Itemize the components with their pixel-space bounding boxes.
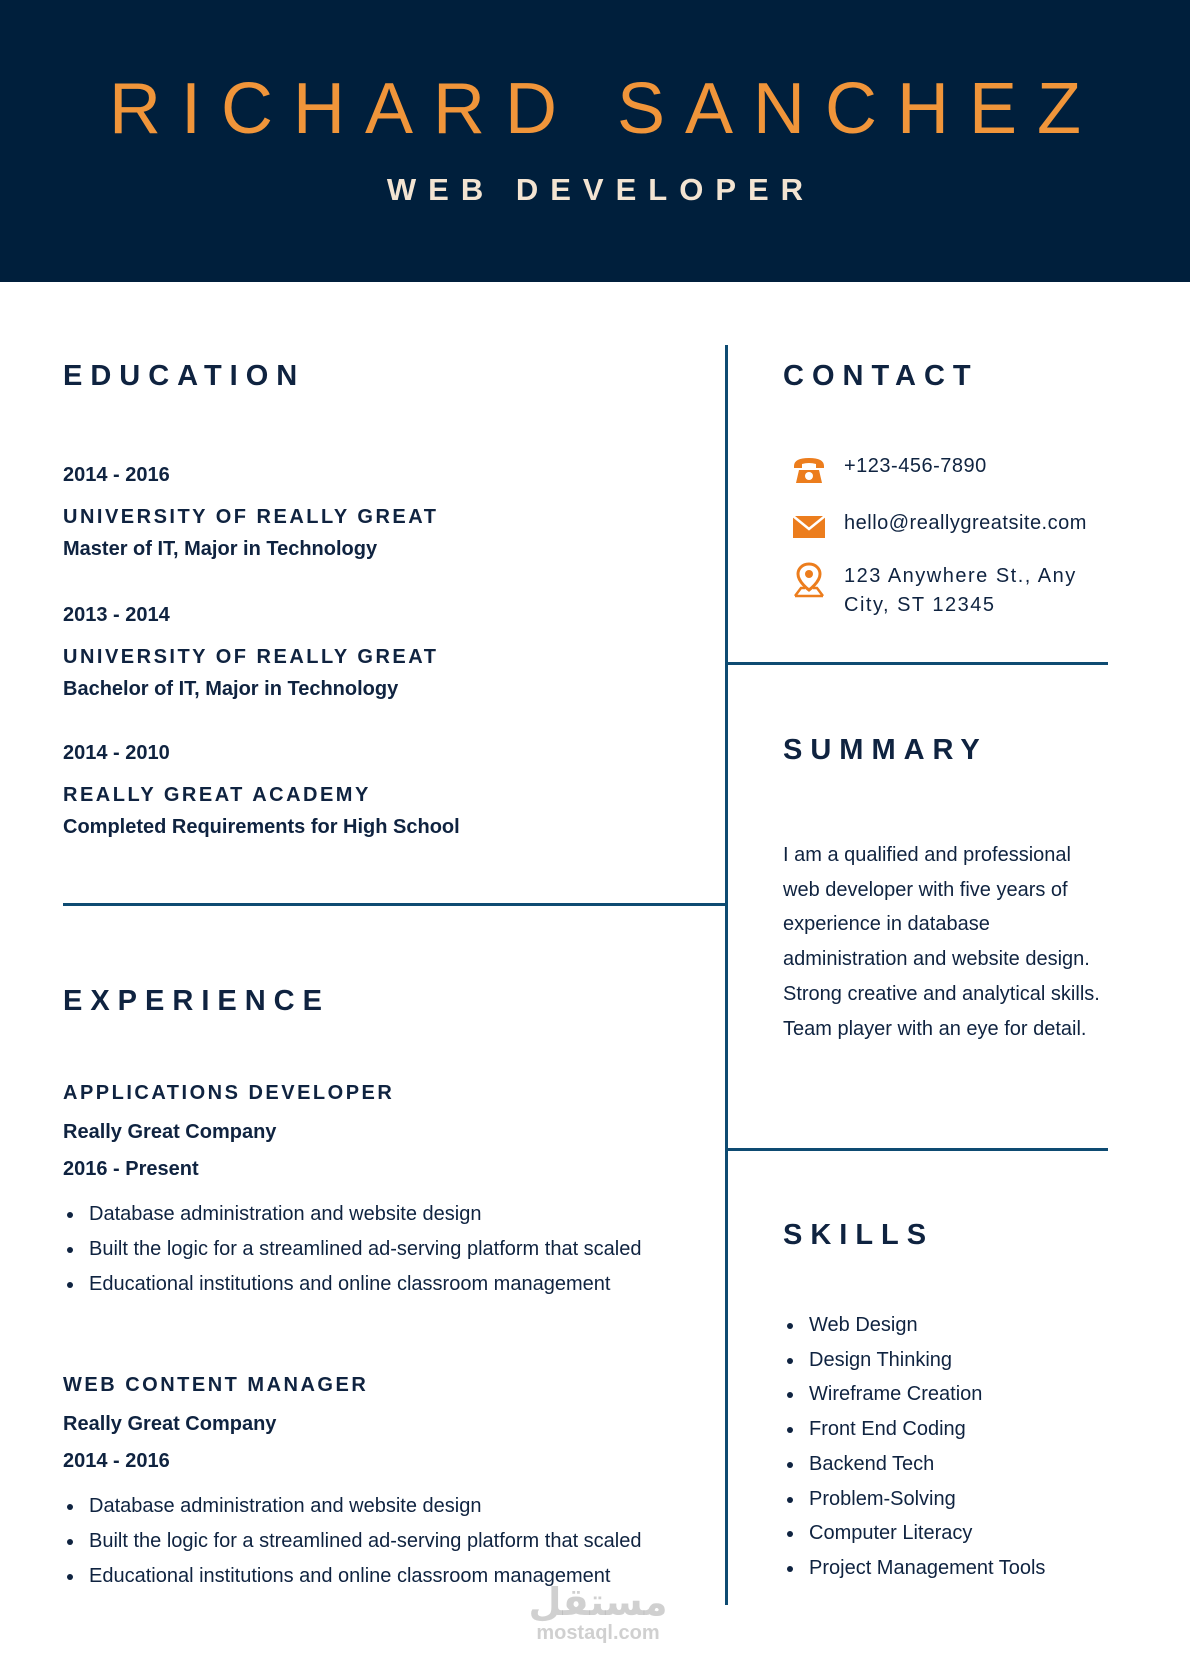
experience-bullet: Educational institutions and online classroom management [63,1267,703,1302]
watermark-latin: mostaql.com [536,1622,660,1644]
skill-item: Wireframe Creation [783,1377,1045,1412]
education-item [63,742,460,839]
experience-bullet: Educational institutions and online classroom management [63,1559,703,1594]
contact-email [790,509,1087,545]
education-degree: Bachelor of IT, Major in Technology [63,678,399,700]
resume-header [0,0,1190,282]
experience-title: APPLICATIONS DEVELOPER [63,1082,395,1104]
experience-company: Really Great Company [63,1413,277,1435]
watermark-arabic: مستقل [528,1580,668,1624]
experience-title: WEB CONTENT MANAGER [63,1374,369,1396]
education-years: 2013 - 2014 [63,604,170,626]
skill-item: Web Design [783,1308,1045,1343]
education-school: REALLY GREAT ACADEMY [63,784,371,806]
watermark [518,1582,678,1644]
education-item [63,464,438,561]
street-address: 123 Anywhere St., Any City, ST 12345 [844,565,1077,616]
experience-heading: EXPERIENCE [63,985,330,1017]
education-item [63,604,438,701]
education-school: UNIVERSITY OF REALLY GREAT [63,506,439,528]
experience-bullet: Built the logic for a streamlined ad-serving platform that scaled [63,1524,703,1559]
experience-bullet: Built the logic for a streamlined ad-serving platform that scaled [63,1232,703,1267]
experience-period: 2014 - 2016 [63,1450,170,1472]
education-years: 2014 - 2016 [63,464,170,486]
education-years: 2014 - 2010 [63,742,170,764]
skill-item: Problem-Solving [783,1482,1045,1517]
skill-item: Computer Literacy [783,1516,1045,1551]
experience-bullet: Database administration and website design [63,1489,703,1524]
experience-period: 2016 - Present [63,1158,199,1180]
skill-item: Project Management Tools [783,1551,1045,1586]
skill-item: Design Thinking [783,1343,1045,1378]
experience-bullet: Database administration and website design [63,1197,703,1232]
summary-heading: SUMMARY [783,734,988,766]
education-school: UNIVERSITY OF REALLY GREAT [63,646,439,668]
job-title: WEB DEVELOPER [386,172,816,207]
envelope-icon [790,509,828,545]
phone-icon [790,452,828,488]
location-pin-icon [790,562,828,598]
skills-list [783,1308,1045,1586]
experience-bullets [63,1197,703,1302]
experience-bullets [63,1489,703,1594]
experience-item [63,1082,703,1302]
skills-heading: SKILLS [783,1219,935,1251]
skill-item: Backend Tech [783,1447,1045,1482]
candidate-name: RICHARD SANCHEZ [108,69,1102,149]
vertical-divider [725,345,728,1605]
phone-number[interactable]: +123-456-7890 [844,455,987,477]
experience-item [63,1374,703,1594]
contact-address [790,562,1104,620]
skill-item: Front End Coding [783,1412,1045,1447]
contact-heading: CONTACT [783,360,979,392]
summary-text: I am a qualified and professional web developer with five years of experience in database administration and website design. Strong creative and analytical skills. Team player with an eye for detail. [783,844,1100,1040]
summary-divider [726,1148,1108,1151]
education-degree: Master of IT, Major in Technology [63,538,378,560]
experience-company: Really Great Company [63,1121,277,1143]
education-heading: EDUCATION [63,360,306,392]
contact-divider [726,662,1108,665]
education-degree: Completed Requirements for High School [63,816,460,838]
email-address[interactable]: hello@reallygreatsite.com [844,512,1087,534]
education-divider [63,903,726,906]
contact-phone [790,452,987,488]
